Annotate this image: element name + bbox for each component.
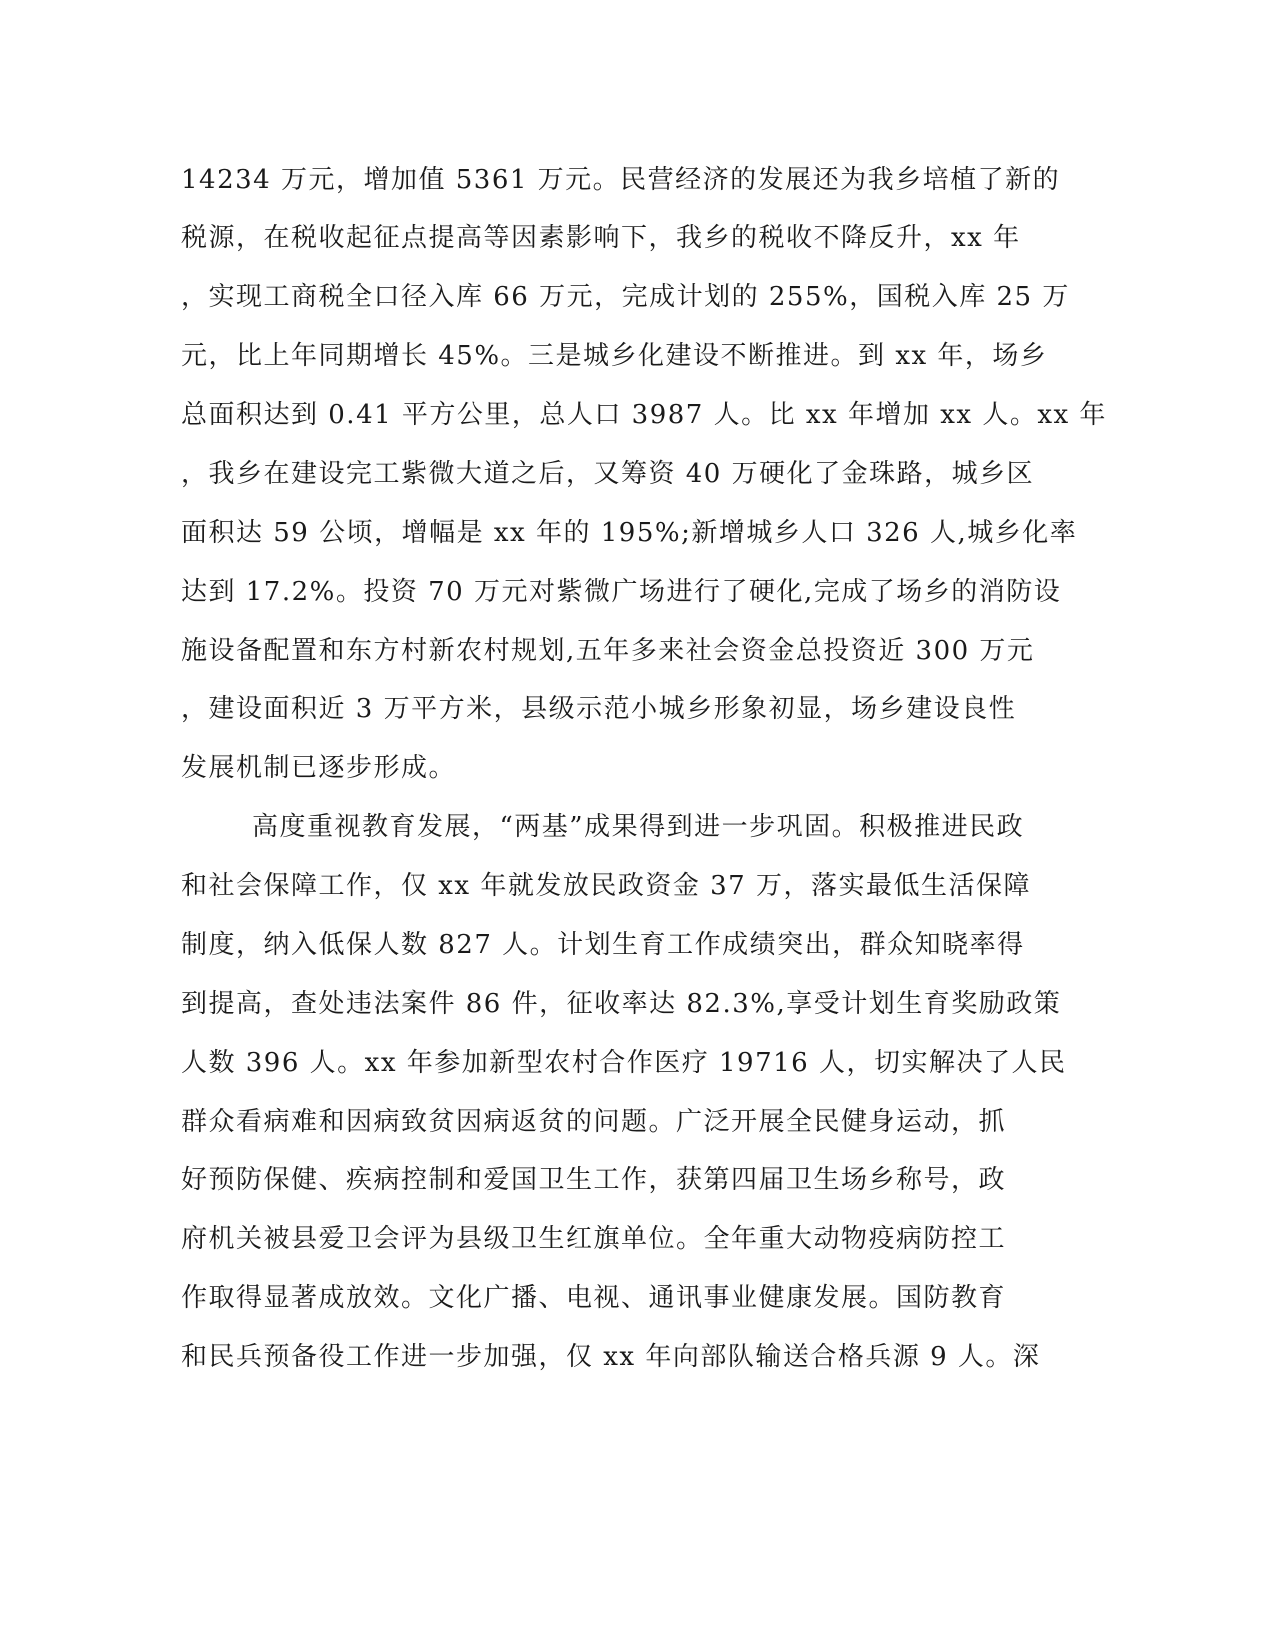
paragraph-2-line: 人数 396 人。xx 年参加新型农村合作医疗 19716 人，切实解决了人民 bbox=[181, 1048, 1067, 1078]
paragraph-2-line: 和民兵预备役工作进一步加强，仅 xx 年向部队输送合格兵源 9 人。深 bbox=[181, 1342, 1041, 1372]
paragraph-1-line: 总面积达到 0.41 平方公里，总人口 3987 人。比 xx 年增加 xx 人。xx 年 bbox=[181, 400, 1107, 430]
paragraph-1-line: 面积达 59 公顷，增幅是 xx 年的 195%;新增城乡人口 326 人,城乡化率 bbox=[181, 518, 1078, 548]
paragraph-2-line: 制度，纳入低保人数 827 人。计划生育工作成绩突出，群众知晓率得 bbox=[181, 930, 1025, 960]
paragraph-1-line: ，实现工商税全口径入库 66 万元，完成计划的 255%，国税入库 25 万 bbox=[181, 282, 1070, 312]
paragraph-1-line: 发展机制已逐步形成。 bbox=[181, 753, 457, 783]
paragraph-1-line: 14234 万元，增加值 5361 万元。民营经济的发展还为我乡培植了新的 bbox=[181, 165, 1061, 195]
paragraph-1-line: 元，比上年同期增长 45%。三是城乡化建设不断推进。到 xx 年，场乡 bbox=[181, 341, 1048, 371]
paragraph-2-line: 府机关被县爱卫会评为县级卫生红旗单位。全年重大动物疫病防控工 bbox=[181, 1224, 1007, 1254]
paragraph-1-line: ，我乡在建设完工紫微大道之后，又筹资 40 万硬化了金珠路，城乡区 bbox=[181, 459, 1035, 489]
paragraph-1-line: 达到 17.2%。投资 70 万元对紫微广场进行了硬化,完成了场乡的消防设 bbox=[181, 577, 1062, 607]
paragraph-2-line: 和社会保障工作，仅 xx 年就发放民政资金 37 万，落实最低生活保障 bbox=[181, 871, 1031, 901]
paragraph-1-line: ，建设面积近 3 万平方米，县级示范小城乡形象初显，场乡建设良性 bbox=[181, 694, 1017, 724]
paragraph-2-line: 作取得显著成放效。文化广播、电视、通讯事业健康发展。国防教育 bbox=[181, 1283, 1007, 1313]
paragraph-2-first-line: 高度重视教育发展，“两基”成果得到进一步巩固。积极推进民政 bbox=[252, 812, 1025, 842]
paragraph-1-line: 税源，在税收起征点提高等因素影响下，我乡的税收不降反升，xx 年 bbox=[181, 223, 1021, 253]
paragraph-2-line: 群众看病难和因病致贫因病返贫的问题。广泛开展全民健身运动，抓 bbox=[181, 1107, 1007, 1137]
paragraph-1-line: 施设备配置和东方村新农村规划,五年多来社会资金总投资近 300 万元 bbox=[181, 636, 1035, 666]
paragraph-2-line: 到提高，查处违法案件 86 件，征收率达 82.3%,享受计划生育奖励政策 bbox=[181, 989, 1062, 1019]
paragraph-2-line: 好预防保健、疾病控制和爱国卫生工作，获第四届卫生场乡称号，政 bbox=[181, 1165, 1007, 1195]
